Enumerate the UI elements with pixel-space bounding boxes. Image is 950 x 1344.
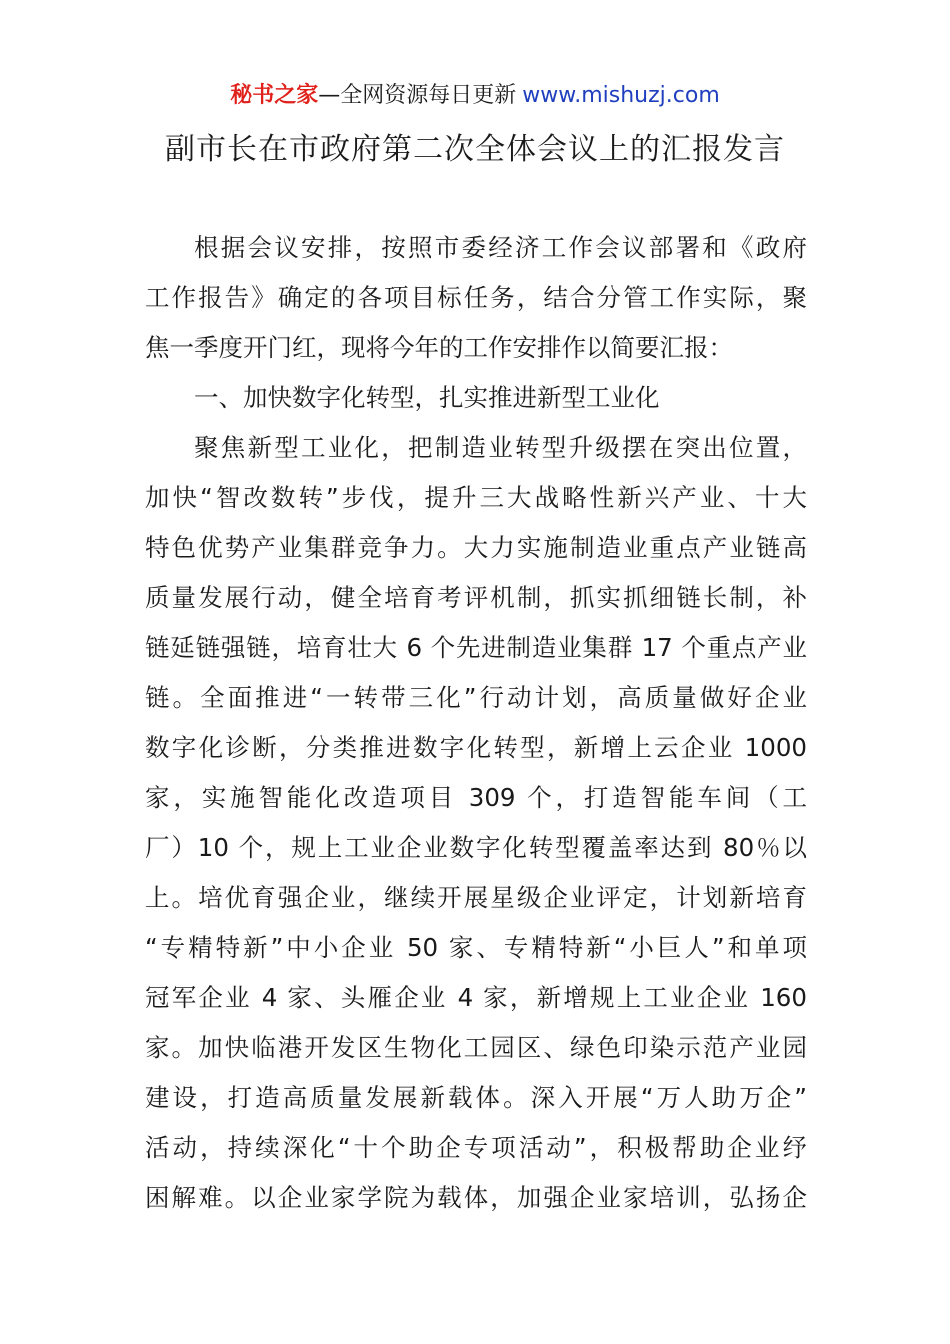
paragraph-line: 家，实施智能化改造项目 309 个，打造智能车间（工: [145, 783, 807, 812]
paragraph-line: 加快“智改数转”步伐，提升三大战略性新兴产业、十大: [145, 483, 807, 512]
paragraph-line: 上。培优育强企业，继续开展星级企业评定，计划新培育: [145, 883, 807, 912]
paragraph-line: 链。全面推进“一转带三化”行动计划，高质量做好企业: [145, 683, 807, 712]
paragraph-line: 建设，打造高质量发展新载体。深入开展“万人助万企”: [145, 1083, 807, 1112]
header-tagline: —全网资源每日更新: [318, 83, 517, 108]
section-heading: 一、加快数字化转型，扎实推进新型工业化: [194, 383, 660, 412]
paragraph-line: 焦一季度开门红，现将今年的工作安排作以简要汇报：: [145, 333, 733, 362]
paragraph-line: 工作报告》确定的各项目标任务，结合分管工作实际，聚: [145, 283, 807, 312]
paragraph-line: 家。加快临港开发区生物化工园区、绿色印染示范产业园: [145, 1033, 807, 1062]
paragraph-line: 聚焦新型工业化，把制造业转型升级摆在突出位置，: [194, 433, 807, 462]
paragraph-line: 链延链强链，培育壮大 6 个先进制造业集群 17 个重点产业: [145, 633, 807, 662]
document-body: [145, 223, 807, 1223]
paragraph-line: 困解难。以企业家学院为载体，加强企业家培训，弘扬企: [145, 1183, 807, 1212]
brand-name: 秘书之家: [230, 83, 319, 108]
paragraph-line: 活动，持续深化“十个助企专项活动”，积极帮助企业纾: [145, 1133, 807, 1162]
paragraph-line: 厂）10 个，规上工业企业数字化转型覆盖率达到 80％以: [145, 833, 807, 862]
paragraph-line: 冠军企业 4 家、头雁企业 4 家，新增规上工业企业 160: [145, 983, 807, 1012]
site-url-link[interactable]: www.mishuzj.com: [522, 83, 720, 108]
paragraph-line: 数字化诊断，分类推进数字化转型，新增上云企业 1000: [145, 733, 807, 762]
site-header: [0, 80, 950, 112]
document-title: 副市长在市政府第二次全体会议上的汇报发言: [165, 132, 785, 167]
paragraph-line: 质量发展行动，健全培育考评机制，抓实抓细链长制，补: [145, 583, 807, 612]
paragraph-line: 根据会议安排，按照市委经济工作会议部署和《政府: [194, 233, 807, 262]
paragraph-line: 特色优势产业集群竞争力。大力实施制造业重点产业链高: [145, 533, 807, 562]
paragraph-line: “专精特新”中小企业 50 家、专精特新“小巨人”和单项: [145, 933, 807, 962]
